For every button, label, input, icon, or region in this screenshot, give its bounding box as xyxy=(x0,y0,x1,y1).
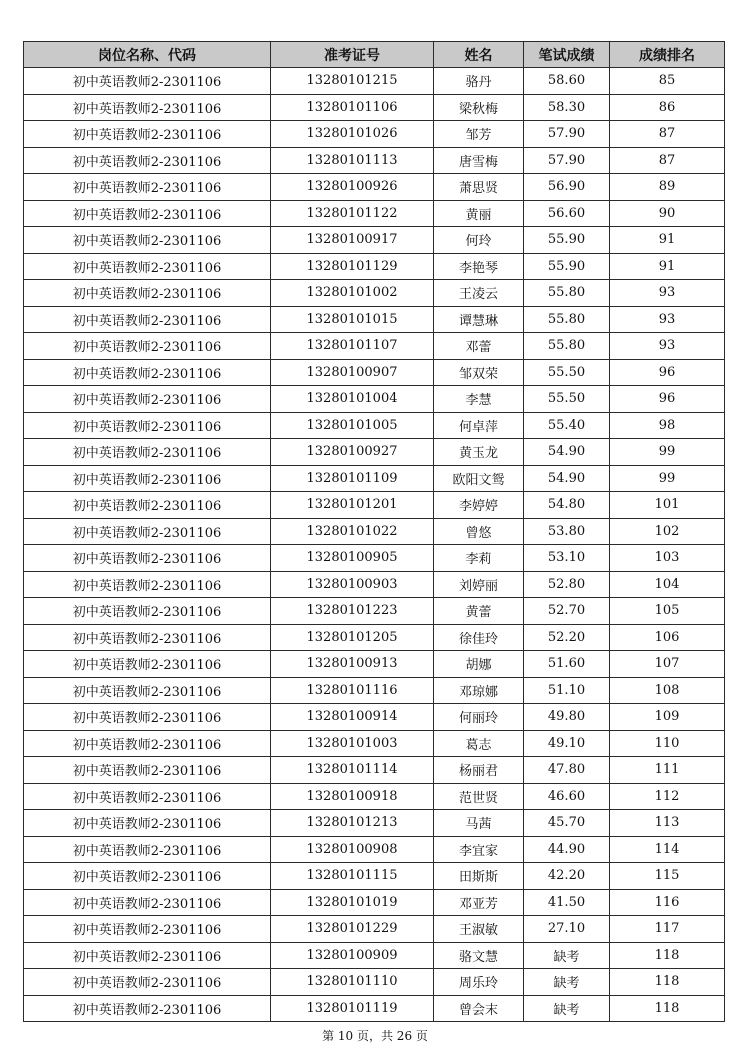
table-row xyxy=(24,200,725,227)
cell-score: 57.90 xyxy=(524,121,610,148)
header-position: 岗位名称、代码 xyxy=(24,42,271,68)
cell-name: 范世贤 xyxy=(434,783,524,810)
cell-score: 55.50 xyxy=(524,386,610,413)
table-row xyxy=(24,810,725,837)
cell-rank: 111 xyxy=(610,757,725,784)
cell-exam-id: 13280101119 xyxy=(271,995,434,1022)
cell-position: 初中英语教师2-2301106 xyxy=(24,545,271,572)
cell-name: 邹双荣 xyxy=(434,359,524,386)
header-name: 姓名 xyxy=(434,42,524,68)
cell-rank: 99 xyxy=(610,439,725,466)
cell-name: 何卓萍 xyxy=(434,412,524,439)
cell-score: 42.20 xyxy=(524,863,610,890)
cell-score: 51.60 xyxy=(524,651,610,678)
table-row xyxy=(24,889,725,916)
cell-exam-id: 13280101205 xyxy=(271,624,434,651)
table-row xyxy=(24,571,725,598)
table-row xyxy=(24,306,725,333)
cell-exam-id: 13280101109 xyxy=(271,465,434,492)
table-row xyxy=(24,439,725,466)
cell-score: 55.80 xyxy=(524,333,610,360)
cell-name: 何玲 xyxy=(434,227,524,254)
cell-score: 55.40 xyxy=(524,412,610,439)
cell-score: 41.50 xyxy=(524,889,610,916)
cell-rank: 118 xyxy=(610,969,725,996)
cell-name: 曾悠 xyxy=(434,518,524,545)
cell-rank: 91 xyxy=(610,253,725,280)
cell-position: 初中英语教师2-2301106 xyxy=(24,730,271,757)
cell-score: 52.70 xyxy=(524,598,610,625)
table-row xyxy=(24,969,725,996)
cell-score: 55.90 xyxy=(524,227,610,254)
cell-score: 53.10 xyxy=(524,545,610,572)
cell-position: 初中英语教师2-2301106 xyxy=(24,121,271,148)
cell-name: 欧阳文鸳 xyxy=(434,465,524,492)
cell-exam-id: 13280100918 xyxy=(271,783,434,810)
cell-exam-id: 13280101201 xyxy=(271,492,434,519)
cell-position: 初中英语教师2-2301106 xyxy=(24,624,271,651)
table-row xyxy=(24,412,725,439)
table-row xyxy=(24,598,725,625)
table-row xyxy=(24,121,725,148)
cell-position: 初中英语教师2-2301106 xyxy=(24,783,271,810)
cell-position: 初中英语教师2-2301106 xyxy=(24,651,271,678)
cell-exam-id: 13280101115 xyxy=(271,863,434,890)
cell-position: 初中英语教师2-2301106 xyxy=(24,94,271,121)
cell-score: 57.90 xyxy=(524,147,610,174)
cell-name: 徐佳玲 xyxy=(434,624,524,651)
table-row xyxy=(24,730,725,757)
cell-position: 初中英语教师2-2301106 xyxy=(24,68,271,95)
cell-name: 李慧 xyxy=(434,386,524,413)
cell-position: 初中英语教师2-2301106 xyxy=(24,863,271,890)
cell-rank: 118 xyxy=(610,942,725,969)
cell-rank: 105 xyxy=(610,598,725,625)
cell-position: 初中英语教师2-2301106 xyxy=(24,598,271,625)
cell-position: 初中英语教师2-2301106 xyxy=(24,200,271,227)
cell-position: 初中英语教师2-2301106 xyxy=(24,836,271,863)
table-row xyxy=(24,836,725,863)
cell-rank: 93 xyxy=(610,333,725,360)
table-row xyxy=(24,783,725,810)
table-row xyxy=(24,280,725,307)
cell-exam-id: 13280101229 xyxy=(271,916,434,943)
cell-rank: 87 xyxy=(610,147,725,174)
cell-rank: 90 xyxy=(610,200,725,227)
cell-exam-id: 13280101019 xyxy=(271,889,434,916)
cell-position: 初中英语教师2-2301106 xyxy=(24,412,271,439)
cell-name: 骆文慧 xyxy=(434,942,524,969)
table-row xyxy=(24,704,725,731)
page-number: 第 10 页，共 26 页 xyxy=(322,1029,428,1043)
cell-score: 55.50 xyxy=(524,359,610,386)
table-row xyxy=(24,174,725,201)
cell-rank: 113 xyxy=(610,810,725,837)
cell-score: 49.80 xyxy=(524,704,610,731)
cell-rank: 117 xyxy=(610,916,725,943)
cell-position: 初中英语教师2-2301106 xyxy=(24,677,271,704)
cell-exam-id: 13280100927 xyxy=(271,439,434,466)
cell-rank: 114 xyxy=(610,836,725,863)
cell-score: 54.80 xyxy=(524,492,610,519)
cell-position: 初中英语教师2-2301106 xyxy=(24,227,271,254)
cell-rank: 107 xyxy=(610,651,725,678)
cell-rank: 112 xyxy=(610,783,725,810)
cell-score: 49.10 xyxy=(524,730,610,757)
cell-exam-id: 13280100917 xyxy=(271,227,434,254)
table-row xyxy=(24,465,725,492)
cell-score: 55.90 xyxy=(524,253,610,280)
table-row xyxy=(24,94,725,121)
table-row xyxy=(24,492,725,519)
cell-score: 58.30 xyxy=(524,94,610,121)
cell-rank: 108 xyxy=(610,677,725,704)
cell-exam-id: 13280101107 xyxy=(271,333,434,360)
cell-score: 27.10 xyxy=(524,916,610,943)
cell-position: 初中英语教师2-2301106 xyxy=(24,174,271,201)
cell-rank: 87 xyxy=(610,121,725,148)
cell-name: 邹芳 xyxy=(434,121,524,148)
cell-name: 谭慧琳 xyxy=(434,306,524,333)
cell-name: 杨丽君 xyxy=(434,757,524,784)
table-body xyxy=(24,68,725,1022)
table-row xyxy=(24,518,725,545)
cell-name: 李宜家 xyxy=(434,836,524,863)
cell-rank: 99 xyxy=(610,465,725,492)
cell-position: 初中英语教师2-2301106 xyxy=(24,995,271,1022)
cell-name: 梁秋梅 xyxy=(434,94,524,121)
cell-name: 唐雪梅 xyxy=(434,147,524,174)
cell-position: 初中英语教师2-2301106 xyxy=(24,492,271,519)
table-row xyxy=(24,677,725,704)
cell-name: 黄蕾 xyxy=(434,598,524,625)
cell-rank: 115 xyxy=(610,863,725,890)
cell-name: 刘婷丽 xyxy=(434,571,524,598)
table-row xyxy=(24,624,725,651)
cell-score: 56.90 xyxy=(524,174,610,201)
cell-rank: 106 xyxy=(610,624,725,651)
cell-score: 47.80 xyxy=(524,757,610,784)
table-row xyxy=(24,942,725,969)
cell-exam-id: 13280101005 xyxy=(271,412,434,439)
cell-name: 周乐玲 xyxy=(434,969,524,996)
cell-exam-id: 13280101223 xyxy=(271,598,434,625)
cell-position: 初中英语教师2-2301106 xyxy=(24,969,271,996)
cell-rank: 104 xyxy=(610,571,725,598)
cell-position: 初中英语教师2-2301106 xyxy=(24,386,271,413)
cell-score: 51.10 xyxy=(524,677,610,704)
header-score: 笔试成绩 xyxy=(524,42,610,68)
cell-name: 胡娜 xyxy=(434,651,524,678)
cell-position: 初中英语教师2-2301106 xyxy=(24,465,271,492)
cell-rank: 85 xyxy=(610,68,725,95)
cell-score: 55.80 xyxy=(524,280,610,307)
table-row xyxy=(24,995,725,1022)
cell-exam-id: 13280101213 xyxy=(271,810,434,837)
table-row xyxy=(24,757,725,784)
cell-position: 初中英语教师2-2301106 xyxy=(24,147,271,174)
cell-position: 初中英语教师2-2301106 xyxy=(24,280,271,307)
cell-score: 46.60 xyxy=(524,783,610,810)
cell-score: 53.80 xyxy=(524,518,610,545)
cell-score: 缺考 xyxy=(524,969,610,996)
cell-exam-id: 13280101106 xyxy=(271,94,434,121)
cell-rank: 96 xyxy=(610,386,725,413)
cell-position: 初中英语教师2-2301106 xyxy=(24,359,271,386)
cell-position: 初中英语教师2-2301106 xyxy=(24,916,271,943)
table-row xyxy=(24,333,725,360)
cell-score: 缺考 xyxy=(524,942,610,969)
cell-exam-id: 13280100914 xyxy=(271,704,434,731)
cell-name: 王淑敏 xyxy=(434,916,524,943)
cell-score: 54.90 xyxy=(524,465,610,492)
cell-name: 李莉 xyxy=(434,545,524,572)
cell-rank: 102 xyxy=(610,518,725,545)
table-row xyxy=(24,863,725,890)
cell-score: 缺考 xyxy=(524,995,610,1022)
cell-exam-id: 13280101026 xyxy=(271,121,434,148)
cell-rank: 96 xyxy=(610,359,725,386)
cell-position: 初中英语教师2-2301106 xyxy=(24,571,271,598)
cell-position: 初中英语教师2-2301106 xyxy=(24,518,271,545)
cell-position: 初中英语教师2-2301106 xyxy=(24,253,271,280)
cell-rank: 93 xyxy=(610,306,725,333)
cell-rank: 91 xyxy=(610,227,725,254)
cell-rank: 101 xyxy=(610,492,725,519)
table-row xyxy=(24,253,725,280)
cell-name: 何丽玲 xyxy=(434,704,524,731)
cell-position: 初中英语教师2-2301106 xyxy=(24,439,271,466)
table-row xyxy=(24,545,725,572)
cell-name: 王凌云 xyxy=(434,280,524,307)
cell-rank: 118 xyxy=(610,995,725,1022)
cell-score: 52.20 xyxy=(524,624,610,651)
cell-exam-id: 13280100908 xyxy=(271,836,434,863)
table-row xyxy=(24,651,725,678)
cell-rank: 116 xyxy=(610,889,725,916)
cell-name: 黄玉龙 xyxy=(434,439,524,466)
cell-exam-id: 13280101114 xyxy=(271,757,434,784)
cell-name: 李婷婷 xyxy=(434,492,524,519)
cell-name: 黄丽 xyxy=(434,200,524,227)
table-row xyxy=(24,147,725,174)
cell-name: 田斯斯 xyxy=(434,863,524,890)
cell-rank: 86 xyxy=(610,94,725,121)
cell-exam-id: 13280101003 xyxy=(271,730,434,757)
cell-score: 56.60 xyxy=(524,200,610,227)
cell-name: 邓琼娜 xyxy=(434,677,524,704)
cell-name: 曾会末 xyxy=(434,995,524,1022)
table-header-row xyxy=(24,42,725,68)
cell-exam-id: 13280101002 xyxy=(271,280,434,307)
cell-exam-id: 13280101129 xyxy=(271,253,434,280)
cell-exam-id: 13280100907 xyxy=(271,359,434,386)
cell-rank: 89 xyxy=(610,174,725,201)
cell-position: 初中英语教师2-2301106 xyxy=(24,942,271,969)
header-exam-id: 准考证号 xyxy=(271,42,434,68)
cell-rank: 93 xyxy=(610,280,725,307)
cell-name: 马茜 xyxy=(434,810,524,837)
table-row xyxy=(24,916,725,943)
cell-exam-id: 13280101116 xyxy=(271,677,434,704)
cell-exam-id: 13280101004 xyxy=(271,386,434,413)
cell-exam-id: 13280100909 xyxy=(271,942,434,969)
cell-name: 邓蕾 xyxy=(434,333,524,360)
cell-score: 45.70 xyxy=(524,810,610,837)
cell-position: 初中英语教师2-2301106 xyxy=(24,757,271,784)
cell-name: 葛志 xyxy=(434,730,524,757)
table-row xyxy=(24,227,725,254)
cell-exam-id: 13280101015 xyxy=(271,306,434,333)
cell-rank: 103 xyxy=(610,545,725,572)
cell-position: 初中英语教师2-2301106 xyxy=(24,333,271,360)
header-rank: 成绩排名 xyxy=(610,42,725,68)
cell-name: 邓亚芳 xyxy=(434,889,524,916)
table-row xyxy=(24,68,725,95)
table-row xyxy=(24,386,725,413)
cell-position: 初中英语教师2-2301106 xyxy=(24,704,271,731)
cell-score: 58.60 xyxy=(524,68,610,95)
cell-score: 54.90 xyxy=(524,439,610,466)
cell-rank: 110 xyxy=(610,730,725,757)
cell-exam-id: 13280101113 xyxy=(271,147,434,174)
cell-name: 李艳琴 xyxy=(434,253,524,280)
cell-exam-id: 13280100905 xyxy=(271,545,434,572)
cell-exam-id: 13280100926 xyxy=(271,174,434,201)
cell-position: 初中英语教师2-2301106 xyxy=(24,889,271,916)
cell-exam-id: 13280101110 xyxy=(271,969,434,996)
score-table xyxy=(23,41,725,1022)
cell-position: 初中英语教师2-2301106 xyxy=(24,306,271,333)
cell-rank: 109 xyxy=(610,704,725,731)
cell-exam-id: 13280100913 xyxy=(271,651,434,678)
cell-name: 萧思贤 xyxy=(434,174,524,201)
cell-score: 44.90 xyxy=(524,836,610,863)
cell-score: 55.80 xyxy=(524,306,610,333)
table-row xyxy=(24,359,725,386)
cell-exam-id: 13280101122 xyxy=(271,200,434,227)
cell-rank: 98 xyxy=(610,412,725,439)
cell-exam-id: 13280101215 xyxy=(271,68,434,95)
cell-score: 52.80 xyxy=(524,571,610,598)
cell-exam-id: 13280100903 xyxy=(271,571,434,598)
cell-exam-id: 13280101022 xyxy=(271,518,434,545)
cell-name: 骆丹 xyxy=(434,68,524,95)
cell-position: 初中英语教师2-2301106 xyxy=(24,810,271,837)
